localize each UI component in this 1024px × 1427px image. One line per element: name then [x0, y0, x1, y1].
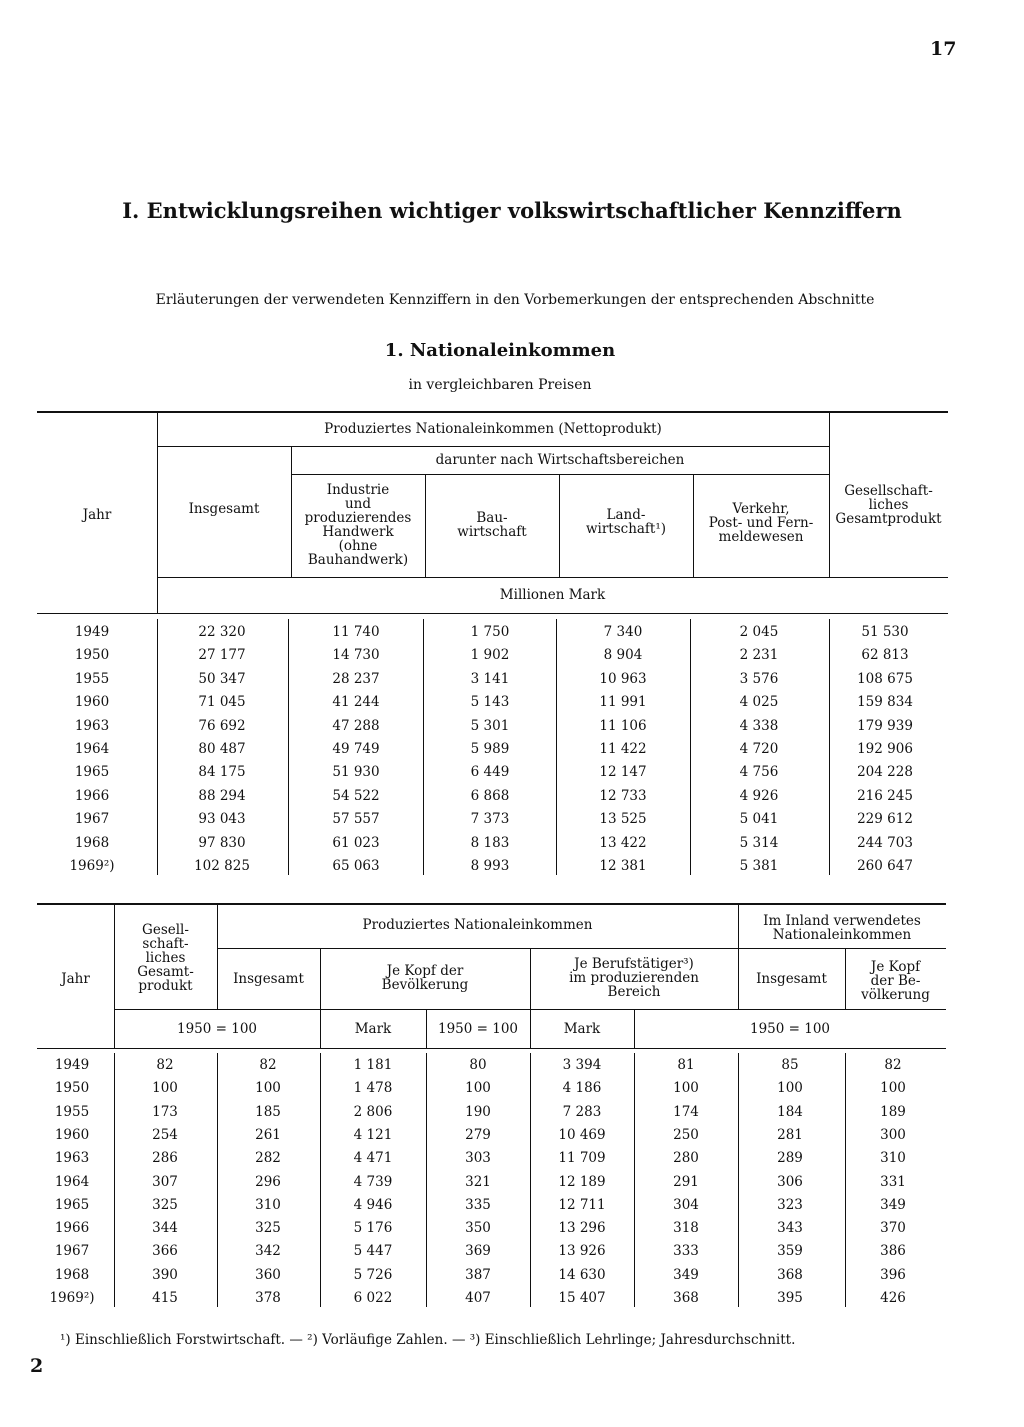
header-line: produkt	[138, 978, 193, 994]
table-cell: 281	[777, 1126, 803, 1143]
table-cell: 4 121	[353, 1126, 393, 1143]
table-cell: 368	[777, 1266, 803, 1283]
table-cell: 1 750	[470, 624, 510, 640]
table-cell: 390	[152, 1266, 178, 1283]
table-cell: 88 294	[198, 787, 246, 804]
table-cell: 22 320	[198, 624, 246, 640]
table-cell: 41 244	[332, 694, 380, 711]
table-cell: 1966	[54, 1220, 90, 1237]
table-cell: 216 245	[857, 787, 913, 804]
table-cell: 4 025	[739, 694, 779, 711]
header-line: Gesell-	[142, 922, 189, 938]
table-cell: 13 926	[558, 1243, 606, 1260]
table-cell: 4 720	[739, 741, 779, 757]
table-cell: 1964	[74, 741, 110, 757]
table-cell: 62 813	[861, 647, 909, 664]
table1-header-insgesamt: Insgesamt	[188, 501, 260, 517]
table-cell: 323	[777, 1196, 803, 1213]
table-cell: 325	[255, 1220, 281, 1237]
table-cell: 331	[880, 1173, 906, 1190]
table-cell: 49 749	[332, 741, 380, 757]
table-cell: 368	[673, 1290, 699, 1306]
table2-rule-produced	[217, 948, 738, 949]
table-cell: 1960	[54, 1126, 90, 1143]
table-cell: 27 177	[198, 647, 246, 664]
table-cell: 80	[469, 1057, 487, 1073]
table-cell: 310	[255, 1196, 281, 1213]
table1-header-produced: Produziertes Nationaleinkommen (Nettoprodukt)	[324, 421, 662, 437]
table-cell: 4 946	[353, 1196, 393, 1213]
table1-col-rule	[423, 619, 424, 875]
table-cell: 174	[673, 1103, 699, 1120]
table1-top-rule	[37, 411, 948, 413]
header-line: schaft-	[142, 936, 189, 952]
table-cell: 100	[152, 1080, 178, 1097]
table-cell: 306	[777, 1173, 803, 1190]
table-cell: 349	[880, 1196, 906, 1213]
table2-unit-index: 1950 = 100	[176, 1021, 258, 1037]
table-cell: 3 394	[562, 1057, 602, 1073]
table-cell: 303	[465, 1150, 491, 1167]
table-cell: 11 106	[599, 717, 647, 734]
table-cell: 11 709	[558, 1150, 606, 1167]
table-cell: 387	[465, 1266, 491, 1283]
table-cell: 4 926	[739, 787, 779, 804]
table-cell: 396	[880, 1266, 906, 1283]
table-cell: 12 189	[558, 1173, 606, 1190]
table-cell: 185	[255, 1103, 281, 1120]
table-cell: 282	[255, 1150, 281, 1167]
table-cell: 108 675	[857, 670, 913, 687]
header-line: meldewesen	[718, 529, 804, 545]
table-cell: 426	[880, 1290, 906, 1306]
header-line: wirtschaft¹)	[585, 521, 667, 537]
table-cell: 204 228	[857, 764, 913, 781]
table-cell: 14 630	[558, 1266, 606, 1283]
table2-rule-inland	[738, 948, 946, 949]
table-cell: 2 231	[739, 647, 779, 664]
table-cell: 11 740	[332, 624, 380, 640]
table-cell: 1 478	[353, 1080, 393, 1097]
header-line: Bauhandwerk)	[307, 552, 409, 568]
table-cell: 5 989	[470, 741, 510, 757]
table-cell: 1968	[54, 1266, 90, 1283]
table-cell: 310	[880, 1150, 906, 1167]
table-cell: 12 711	[558, 1196, 606, 1213]
table1-unit-label: Millionen Mark	[499, 587, 606, 603]
table-cell: 1964	[54, 1173, 90, 1190]
table-cell: 6 449	[470, 764, 510, 781]
table-cell: 1969²)	[69, 858, 115, 874]
table-cell: 2 045	[739, 624, 779, 640]
table-cell: 97 830	[198, 834, 246, 851]
table2-unit-index2: 1950 = 100	[437, 1021, 519, 1037]
table1-header-darunter: darunter nach Wirtschaftsbereichen	[435, 452, 685, 468]
table-cell: 100	[777, 1080, 803, 1097]
table-cell: 4 186	[562, 1080, 602, 1097]
table-cell: 1966	[74, 787, 110, 804]
table-cell: 100	[255, 1080, 281, 1097]
table-cell: 189	[880, 1103, 906, 1120]
table-cell: 291	[673, 1173, 699, 1190]
table-cell: 360	[255, 1266, 281, 1283]
header-line: Bau-	[476, 510, 508, 526]
header-line: Gesamtprodukt	[835, 511, 942, 527]
table-cell: 100	[673, 1080, 699, 1097]
table-cell: 1950	[74, 647, 110, 664]
table2-rule-body	[37, 1048, 946, 1049]
table-cell: 244 703	[857, 834, 913, 851]
table-cell: 13 296	[558, 1220, 606, 1237]
table-cell: 1967	[74, 811, 110, 828]
header-line: produzierendes	[304, 510, 412, 526]
table-cell: 325	[152, 1196, 178, 1213]
table-cell: 1955	[54, 1103, 90, 1120]
table-cell: 1950	[54, 1080, 90, 1097]
table-cell: 1963	[74, 717, 110, 734]
table-cell: 10 469	[558, 1126, 606, 1143]
table-cell: 289	[777, 1150, 803, 1167]
table-cell: 378	[255, 1290, 281, 1306]
table-cell: 5 314	[739, 834, 779, 851]
table2-unit-mark2: Mark	[563, 1021, 601, 1037]
table-cell: 13 525	[599, 811, 647, 828]
table-cell: 300	[880, 1126, 906, 1143]
table-cell: 7 340	[603, 624, 643, 640]
table-cell: 102 825	[194, 858, 250, 874]
table-cell: 395	[777, 1290, 803, 1306]
table-cell: 7 373	[470, 811, 510, 828]
table-cell: 6 022	[353, 1290, 393, 1306]
table-cell: 159 834	[857, 694, 913, 711]
table-cell: 1955	[74, 670, 110, 687]
table-cell: 5 381	[739, 858, 779, 874]
header-line: im produzierenden	[569, 970, 699, 986]
table1-rule-body	[37, 613, 948, 614]
table-cell: 50 347	[198, 670, 246, 687]
table2-unit-index3: 1950 = 100	[749, 1021, 831, 1037]
table-cell: 82	[884, 1057, 902, 1073]
table-cell: 5 447	[353, 1243, 393, 1260]
table-cell: 1949	[54, 1057, 90, 1073]
table-cell: 3 576	[739, 670, 779, 687]
table-cell: 82	[259, 1057, 277, 1073]
table-cell: 349	[673, 1266, 699, 1283]
table-cell: 307	[152, 1173, 178, 1190]
table-cell: 1949	[74, 624, 110, 640]
table-cell: 57 557	[332, 811, 380, 828]
table-cell: 415	[152, 1290, 178, 1306]
header-line: Gesamt-	[137, 964, 194, 980]
table-cell: 250	[673, 1126, 699, 1143]
header-line: Post- und Fern-	[708, 515, 814, 531]
table-cell: 335	[465, 1196, 491, 1213]
table-cell: 1 902	[470, 647, 510, 664]
table-cell: 279	[465, 1126, 491, 1143]
table-cell: 1965	[74, 764, 110, 781]
table-cell: 81	[677, 1057, 695, 1073]
table-cell: 5 176	[353, 1220, 393, 1237]
table-cell: 192 906	[857, 741, 913, 757]
table-cell: 1968	[74, 834, 110, 851]
header-line: Industrie	[326, 482, 390, 498]
table-cell: 61 023	[332, 834, 380, 851]
table-cell: 229 612	[857, 811, 913, 828]
table-cell: 5 301	[470, 717, 510, 734]
footnote: ¹) Einschließlich Forstwirtschaft. — ²) Vorläufige Zahlen. — ³) Einschließlich Lehrlinge; Jahresdurchschnitt.	[60, 1332, 796, 1348]
section-title: 1. Nationaleinkommen	[384, 340, 616, 361]
table-cell: 407	[465, 1290, 491, 1306]
table-cell: 10 963	[599, 670, 647, 687]
table2-top-rule	[37, 903, 946, 905]
table-cell: 8 993	[470, 858, 510, 874]
table-cell: 386	[880, 1243, 906, 1260]
table-cell: 4 471	[353, 1150, 393, 1167]
table-cell: 84 175	[198, 764, 246, 781]
table-cell: 4 338	[739, 717, 779, 734]
header-line: Im Inland verwendetes	[763, 913, 921, 929]
table-cell: 14 730	[332, 647, 380, 664]
table-cell: 343	[777, 1220, 803, 1237]
section-subtitle: in vergleichbaren Preisen	[408, 377, 592, 393]
table-cell: 261	[255, 1126, 281, 1143]
table-cell: 100	[465, 1080, 491, 1097]
sheet-number: 2	[30, 1355, 44, 1377]
table-cell: 11 991	[599, 694, 647, 711]
table-cell: 47 288	[332, 717, 380, 734]
table2-header-inland-insgesamt: Insgesamt	[756, 971, 827, 987]
page-subtitle: Erläuterungen der verwendeten Kennziffern in den Vorbemerkungen der entsprechenden Abschnitte	[155, 292, 875, 308]
table-cell: 370	[880, 1220, 906, 1237]
table1-rule-produced	[157, 446, 829, 447]
table-cell: 260 647	[857, 858, 913, 874]
table-cell: 1963	[54, 1150, 90, 1167]
table-cell: 82	[156, 1057, 174, 1073]
table-cell: 179 939	[857, 717, 913, 734]
table-cell: 1960	[74, 694, 110, 711]
table-cell: 254	[152, 1126, 178, 1143]
header-line: liches	[145, 950, 186, 966]
table1-col-rule	[556, 619, 557, 875]
table-cell: 359	[777, 1243, 803, 1260]
table2-header-produced: Produziertes Nationaleinkommen	[362, 917, 593, 933]
table-cell: 296	[255, 1173, 281, 1190]
header-line: Je Kopf der	[386, 963, 464, 979]
table-cell: 12 381	[599, 858, 647, 874]
table-cell: 1 181	[353, 1057, 393, 1073]
table-cell: 1967	[54, 1243, 90, 1260]
header-line: wirtschaft	[457, 524, 527, 540]
header-line: Je Berufstätiger³)	[574, 956, 694, 972]
header-line: Bevölkerung	[381, 977, 469, 993]
table-cell: 71 045	[198, 694, 246, 711]
table-cell: 304	[673, 1196, 699, 1213]
table-cell: 76 692	[198, 717, 246, 734]
table-cell: 11 422	[599, 741, 647, 757]
table-cell: 333	[673, 1243, 699, 1260]
table-cell: 93 043	[198, 811, 246, 828]
header-line: Handwerk	[322, 524, 394, 540]
page-number: 17	[930, 38, 957, 60]
table2-unit-mark: Mark	[354, 1021, 392, 1037]
table2-header-insgesamt: Insgesamt	[233, 971, 304, 987]
table-cell: 2 806	[353, 1103, 393, 1120]
table-cell: 5 726	[353, 1266, 393, 1283]
table-cell: 12 733	[599, 787, 647, 804]
table-cell: 85	[781, 1057, 799, 1073]
table1-rule-darunter	[291, 474, 829, 475]
table-cell: 5 143	[470, 694, 510, 711]
table-cell: 13 422	[599, 834, 647, 851]
page-title: I. Entwicklungsreihen wichtiger volkswirtschaftlicher Kennziffern	[122, 198, 902, 223]
table-cell: 1969²)	[49, 1290, 95, 1306]
table-cell: 369	[465, 1243, 491, 1260]
table1-header-jahr: Jahr	[82, 507, 112, 523]
table-cell: 80 487	[198, 741, 246, 757]
header-line: Bereich	[607, 984, 661, 1000]
table-cell: 15 407	[558, 1290, 606, 1306]
header-line: Gesellschaft-	[844, 483, 933, 499]
table-cell: 190	[465, 1103, 491, 1120]
table-cell: 173	[152, 1103, 178, 1120]
header-line: und	[344, 496, 372, 512]
header-line: völkerung	[861, 987, 930, 1003]
header-line: Verkehr,	[732, 501, 790, 517]
table-cell: 1965	[54, 1196, 90, 1213]
table-cell: 28 237	[332, 670, 380, 687]
table-cell: 280	[673, 1150, 699, 1167]
table-cell: 12 147	[599, 764, 647, 781]
table-cell: 6 868	[470, 787, 510, 804]
table-cell: 350	[465, 1220, 491, 1237]
table-cell: 7 283	[562, 1103, 602, 1120]
header-line: liches	[868, 497, 909, 513]
table-cell: 4 756	[739, 764, 779, 781]
table-cell: 54 522	[332, 787, 380, 804]
table-cell: 4 739	[353, 1173, 393, 1190]
header-line: Je Kopf	[870, 959, 921, 975]
table1-col-rule	[690, 619, 691, 875]
table-cell: 51 530	[861, 624, 909, 640]
table-cell: 8 183	[470, 834, 510, 851]
table-cell: 286	[152, 1150, 178, 1167]
table-cell: 3 141	[470, 670, 510, 687]
table-cell: 51 930	[332, 764, 380, 781]
table-cell: 5 041	[739, 811, 779, 828]
table1-col-rule	[288, 619, 289, 875]
header-line: der Be-	[870, 973, 921, 989]
table1-col-rule	[157, 619, 158, 875]
table-cell: 65 063	[332, 858, 380, 874]
table-cell: 321	[465, 1173, 491, 1190]
table-cell: 318	[673, 1220, 699, 1237]
table-cell: 366	[152, 1243, 178, 1260]
table-cell: 8 904	[603, 647, 643, 664]
header-line: (ohne	[338, 538, 378, 554]
table-cell: 100	[880, 1080, 906, 1097]
header-line: Land-	[606, 507, 646, 523]
table2-header-jahr: Jahr	[61, 971, 90, 987]
table-cell: 344	[152, 1220, 178, 1237]
table-cell: 342	[255, 1243, 281, 1260]
table-cell: 184	[777, 1103, 803, 1120]
header-line: Nationaleinkommen	[772, 927, 912, 943]
